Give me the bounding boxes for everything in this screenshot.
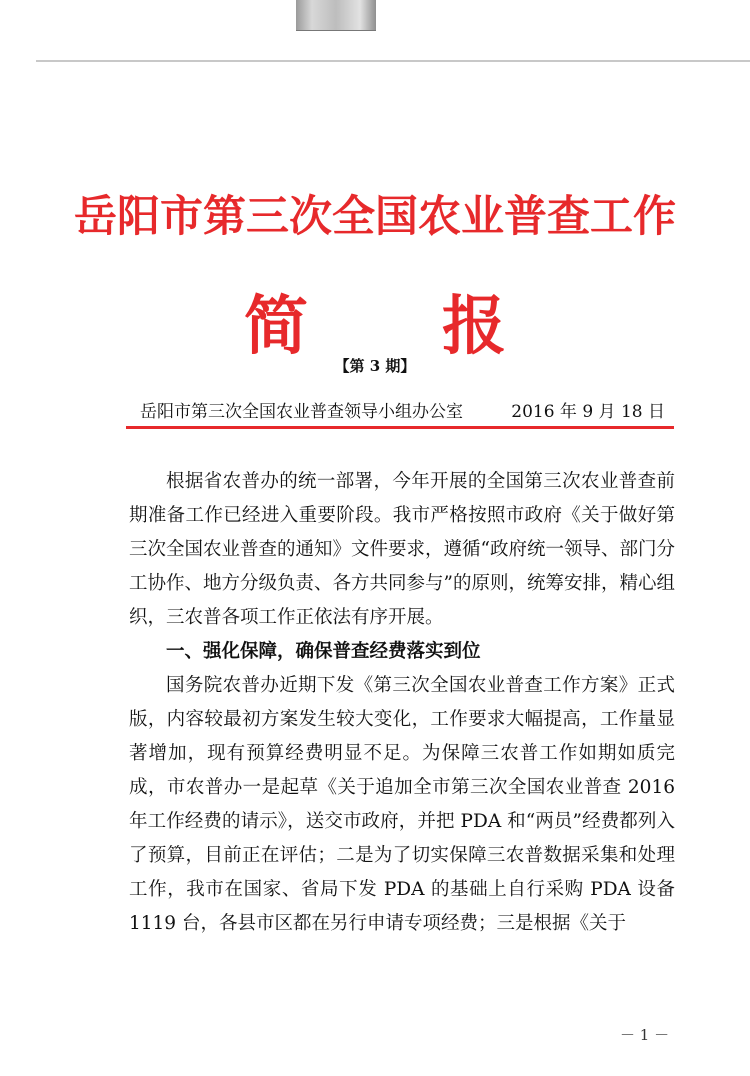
scan-edge-line [36, 60, 750, 62]
issue-date: 2016 年 9 月 18 日 [511, 402, 665, 422]
body-text [129, 465, 675, 941]
intro-paragraph: 根据省农普办的统一部署，今年开展的全国第三次农业普查前期准备工作已经进入重要阶段。我市严格按照市政府《关于做好第三次全国农业普查的通知》文件要求，遵循“政府统一领导、部门分工协作、地方分级负责、各方共同参与”的原则，统筹安排，精心组织，三农普各项工作正依法有序开展。 [129, 471, 675, 628]
masthead-subtitle-char: 报 [442, 289, 506, 364]
masthead-subtitle [0, 275, 750, 367]
section-heading: 一、强化保障，确保普查经费落实到位 [166, 641, 481, 662]
binder-clip [296, 0, 376, 31]
red-divider [126, 426, 674, 429]
issuing-office: 岳阳市第三次全国农业普查领导小组办公室 [140, 402, 463, 422]
masthead-subtitle-char: 简 [244, 289, 308, 364]
section-paragraph: 国务院农普办近期下发《第三次全国农业普查工作方案》正式版，内容较最初方案发生较大变化，工作要求大幅提高，工作量显著增加，现有预算经费明显不足。为保障三农普工作如期如质完成，市农普办一是起草《关于追加全市第三次全国农业普查 2016 年工作经费的请示》，送交市政府，并把 PDA 和“两员”经费都列入了预算，目前正在评估；二是为了切实保障三农普数据采集和处理工作，我市在国家、省局下发 PDA 的基础上自行采购 PDA 设备 1119 台，各县市区都在另行申请专项经费；三是根据《关于 [129, 675, 675, 934]
masthead-title: 岳阳市第三次全国农业普查工作 [74, 192, 676, 242]
issue-number: 【第 3 期】 [334, 357, 416, 375]
page-number: － 1 － [620, 1026, 670, 1044]
